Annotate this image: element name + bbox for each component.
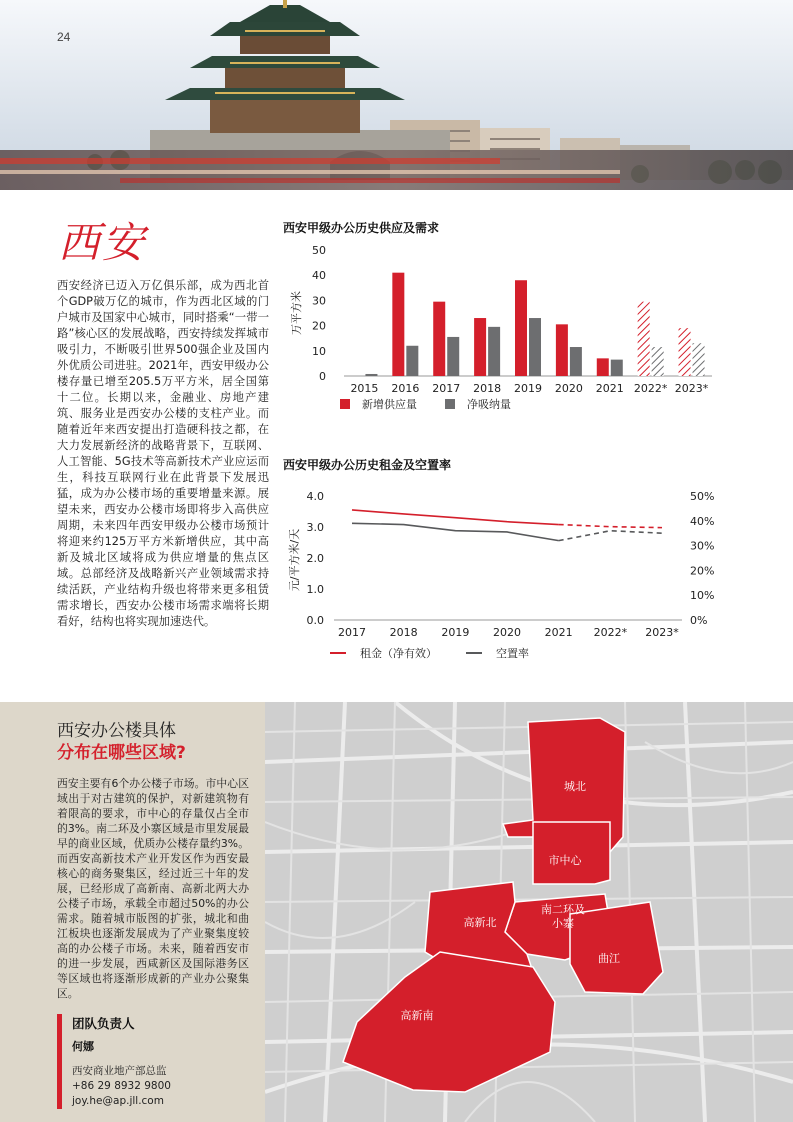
legend-label: 新增供应量 (362, 398, 417, 411)
x-tick-label: 2015 (350, 382, 379, 395)
legend-label: 净吸纳量 (467, 398, 511, 411)
x-tick-label: 2023* (674, 382, 709, 395)
bar-absorption (488, 327, 500, 376)
supply-demand-chart (282, 238, 722, 418)
legend-label: 租金（净有效） (360, 647, 437, 660)
y2-tick-label: 20% (690, 564, 715, 578)
bar-supply (597, 358, 609, 376)
x-tick-label: 2016 (391, 382, 420, 395)
y2-tick-label: 50% (690, 490, 715, 503)
hero-image (0, 0, 793, 190)
x-tick-label: 2020 (493, 626, 521, 639)
x-tick-label: 2017 (338, 626, 366, 639)
legend-swatch (445, 399, 455, 409)
intro-paragraph: 西安经济已迈入万亿俱乐部，成为西北首个GDP破万亿的城市，作为西北区域的门户城市及国家中心城市，同时搭乘“一带一路”核心区的发展战略，西安持续发挥城市吸引力，不断吸引世界500强企业及国内外优质公司进驻。2021年，西安甲级办公楼存量已增至205.5万平方米，居全国第十二位。长期以来，金融业、房地产建筑、服务业是西安办公楼的支柱产业。而随着近年来西安提出打造硬科技之都，在大力发展新经济的战略背景下，互联网、人工智能、5G技术等高新技术产业应运而生，科技互联网行业在此背景下发展迅猛，成为办公楼市场的重要增量来源。展望未来，西安办公楼市场即将步入高供应周期，未来四年西安甲级办公楼市场预计将迎来约125万平方米新增供应，其中高新及城北区域将成为供应增量的焦点区域。总部经济及战略新兴产业领域需求持续活跃，产业结构升级也将带来更多租赁需求增长，西安办公楼市场需求端将长期看好，结构也将实现加速迭代。 (57, 279, 269, 628)
y-tick-label: 0 (319, 370, 326, 383)
x-tick-label: 2021 (544, 626, 573, 639)
x-tick-label: 2021 (595, 382, 624, 395)
x-tick-label: 2023* (645, 626, 679, 639)
bar-supply (515, 280, 527, 376)
contact-role: 西安商业地产部总监 (72, 1065, 167, 1077)
bar-absorption (529, 318, 541, 376)
bar-supply (556, 324, 568, 376)
map-label-qujiang: 曲江 (598, 952, 620, 965)
section-title-line2: 分布在哪些区域? (57, 743, 186, 763)
series-line-vacancy (352, 523, 559, 540)
y-axis-label: 元/平方米/天 (288, 528, 301, 592)
contact-title: 团队负责人 (72, 1016, 135, 1031)
contact-block (57, 1014, 272, 1109)
bar-absorption (365, 374, 377, 376)
bar-supply (679, 328, 691, 376)
legend-label: 空置率 (496, 647, 529, 660)
bar-absorption (611, 360, 623, 376)
map-label-gaoxinnan: 高新南 (400, 1009, 434, 1022)
y-axis-label: 万平方米 (290, 291, 303, 335)
bar-supply (638, 302, 650, 376)
map-label-gaoxinbei: 高新北 (463, 916, 497, 929)
map-label-xiaozhai: 小寨 (552, 917, 574, 930)
x-tick-label: 2019 (514, 382, 542, 395)
supply-chart-title: 西安甲级办公历史供应及需求 (283, 221, 440, 235)
bar-absorption (570, 347, 582, 376)
x-tick-label: 2018 (389, 626, 418, 639)
y2-tick-label: 10% (690, 589, 715, 603)
city-title: 西安 (58, 218, 147, 267)
bar-supply (474, 318, 486, 376)
bar-supply (433, 302, 445, 376)
rent-vacancy-chart (282, 482, 722, 664)
y-tick-label: 20 (312, 319, 326, 333)
series-line-rent (352, 510, 559, 525)
bar-absorption (406, 346, 418, 376)
series-forecast-vacancy (559, 531, 662, 541)
x-tick-label: 2017 (432, 382, 461, 395)
contact-email[interactable]: joy.he@ap.jll.com (72, 1095, 164, 1107)
section-title-line1: 西安办公楼具体 (57, 721, 176, 741)
y-tick-label: 50 (312, 244, 326, 257)
x-tick-label: 2020 (554, 382, 583, 395)
district-center (533, 822, 610, 884)
series-forecast-rent (559, 525, 662, 528)
section-body: 西安主要有6个办公楼子市场。市中心区域出于对古建筑的保护，对新建筑物有着限高的要求，市中心的存量仅占全市的3%。南二环及小寨区域是市里发展最早的商业区域，优质办公楼存量约3%。而西安高新技术产业开发区作为西安最核心的商务聚集区，经过近三十年的发展，已经形成了高新南、高新北两大办公楼子市场，承载全市超过50%的办公需求。随着城市版图的扩张，城北和曲江板块也逐渐发展成为了产业聚集度较高的办公楼子市场。未来，随着西安市的进一步发展，西咸新区及国际港务区等区域也将逐渐形成新的产业办公聚集区。 (57, 777, 249, 1000)
bar-absorption (652, 347, 664, 376)
map-label-center: 市中心 (548, 854, 582, 867)
x-tick-label: 2022* (593, 626, 628, 639)
y-tick-label: 3.0 (306, 521, 324, 534)
map-label-nanerhuan: 南二环及 (541, 903, 585, 916)
y-tick-label: 10 (312, 344, 326, 358)
y-tick-label: 40 (312, 269, 326, 283)
map-label-chengbei: 城北 (564, 780, 586, 793)
y-tick-label: 2.0 (306, 552, 324, 565)
x-tick-label: 2018 (473, 382, 502, 395)
y2-tick-label: 40% (690, 514, 715, 528)
supply-demand-chart-svg (282, 238, 722, 418)
x-tick-label: 2022* (633, 382, 668, 395)
page-number: 24 (57, 30, 71, 44)
contact-phone: +86 29 8932 9800 (72, 1080, 171, 1092)
y-tick-label: 30 (312, 294, 326, 308)
rent-chart-title: 西安甲级办公历史租金及空置率 (283, 458, 452, 472)
district-map (265, 702, 793, 1122)
bar-absorption (447, 337, 459, 376)
legend-swatch (340, 399, 350, 409)
y-tick-label: 1.0 (306, 583, 324, 596)
rent-vacancy-chart-svg (282, 482, 722, 664)
y2-tick-label: 0% (690, 614, 708, 627)
district-map-svg (265, 702, 793, 1122)
bar-absorption (693, 343, 705, 376)
y2-tick-label: 30% (690, 539, 715, 553)
x-tick-label: 2019 (441, 626, 470, 639)
y-tick-label: 4.0 (306, 490, 324, 503)
contact-name: 何娜 (72, 1040, 94, 1053)
y-tick-label: 0.0 (306, 614, 324, 627)
bar-supply (392, 273, 404, 376)
